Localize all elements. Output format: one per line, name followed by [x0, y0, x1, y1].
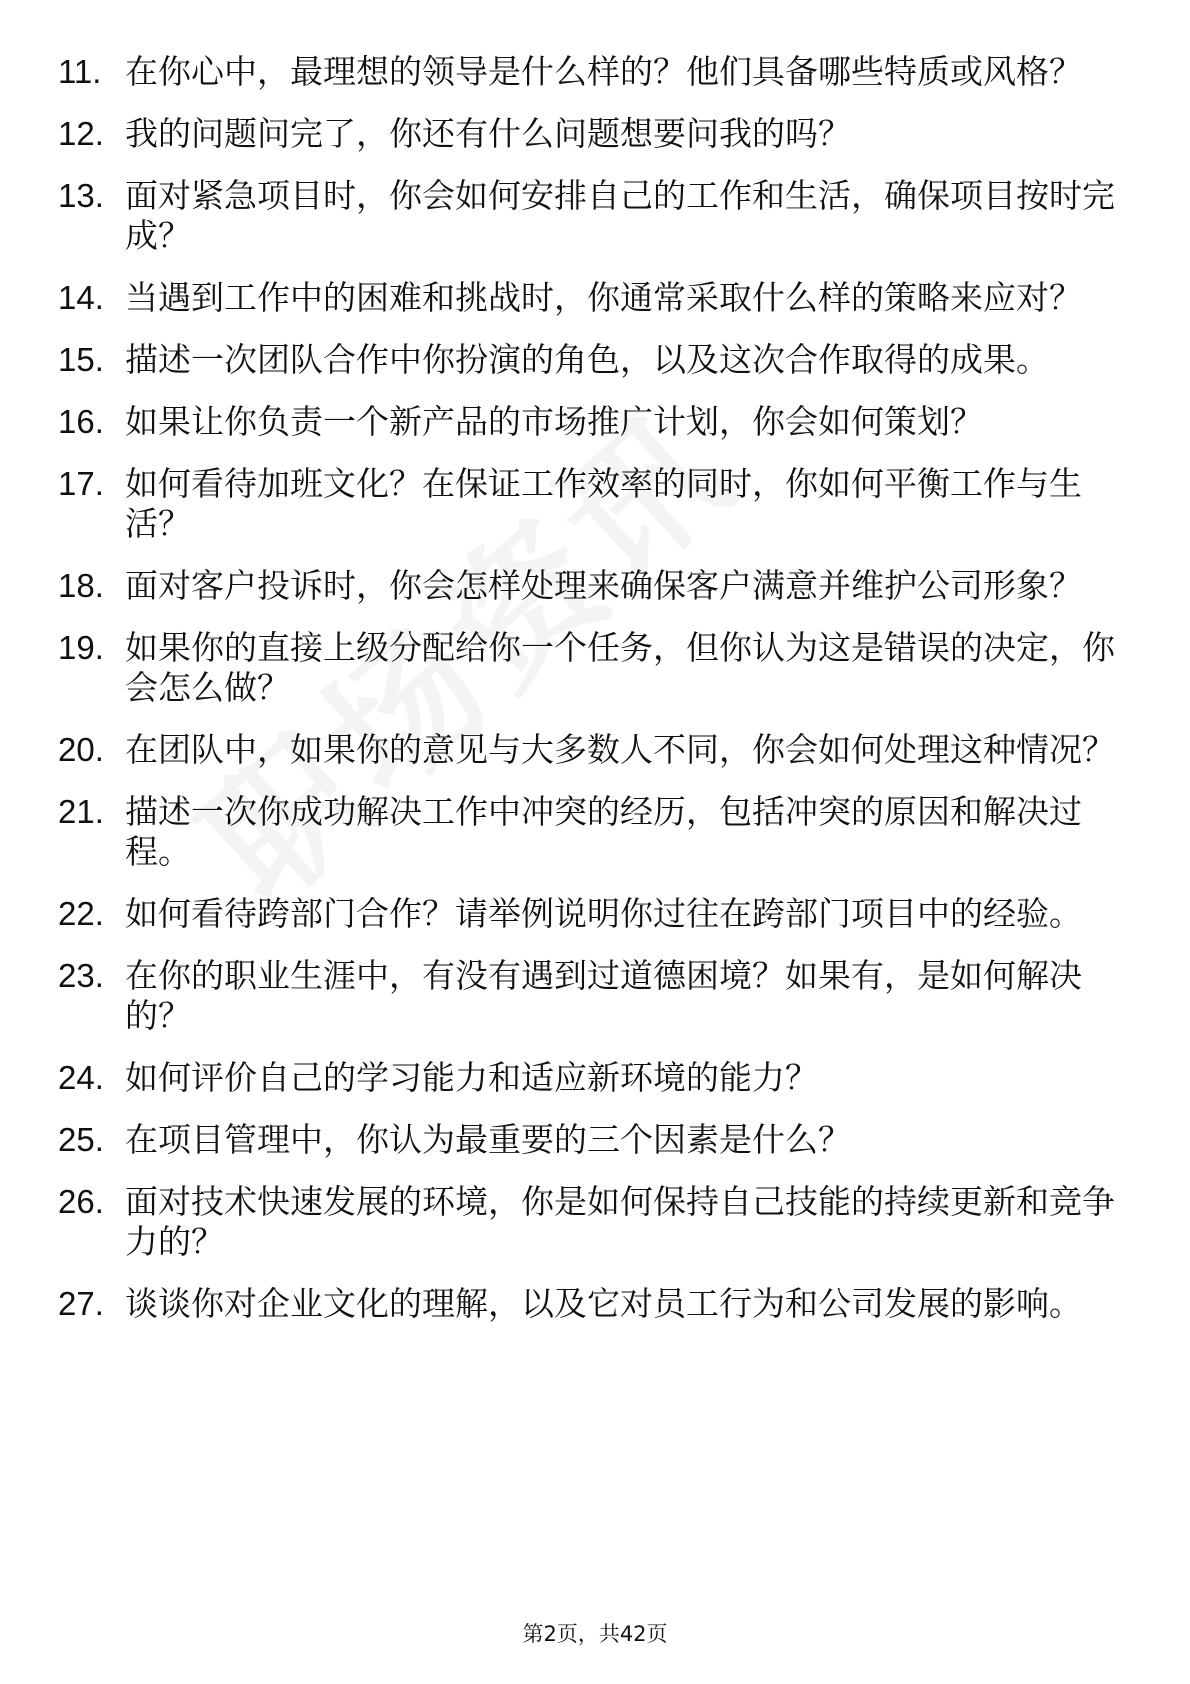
list-item: [58, 1182, 1138, 1262]
item-number: 27.: [58, 1285, 104, 1322]
item-number: 15.: [58, 341, 104, 378]
list-item: [58, 1284, 1138, 1324]
item-text: 面对客户投诉时，你会怎样处理来确保客户满意并维护公司形象？: [125, 566, 1082, 605]
item-number: 11.: [58, 53, 102, 90]
item-number: 25.: [58, 1121, 104, 1158]
item-number: 23.: [58, 957, 104, 994]
item-text: 当遇到工作中的困难和挑战时，你通常采取什么样的策略来应对？: [125, 278, 1082, 317]
item-text: 如何看待加班文化？在保证工作效率的同时，你如何平衡工作与生活？: [125, 464, 1082, 543]
item-number: 24.: [58, 1059, 104, 1096]
list-item: [58, 792, 1138, 872]
item-number: 13.: [58, 177, 104, 214]
item-number: 26.: [58, 1183, 104, 1220]
list-item: [58, 730, 1138, 770]
item-number: 16.: [58, 403, 104, 440]
list-item: [58, 1120, 1138, 1160]
item-number: 12.: [58, 115, 104, 152]
item-text: 如果让你负责一个新产品的市场推广计划，你会如何策划？: [125, 402, 983, 441]
page-footer: 第2页，共42页: [522, 1622, 668, 1646]
item-text: 在你心中，最理想的领导是什么样的？他们具备哪些特质或风格？: [125, 52, 1082, 91]
item-text: 如何看待跨部门合作？请举例说明你过往在跨部门项目中的经验。: [125, 894, 1082, 933]
item-text: 面对技术快速发展的环境，你是如何保持自己技能的持续更新和竞争力的？: [125, 1182, 1115, 1261]
list-item: [58, 52, 1138, 92]
list-item: [58, 464, 1138, 544]
item-text: 谈谈你对企业文化的理解，以及它对员工行为和公司发展的影响。: [125, 1284, 1082, 1323]
list-item: [58, 566, 1138, 606]
list-item: [58, 176, 1138, 256]
item-number: 19.: [58, 629, 104, 666]
item-number: 21.: [58, 793, 104, 830]
item-text: 在你的职业生涯中，有没有遇到过道德困境？如果有，是如何解决的？: [125, 956, 1082, 1035]
list-item: [58, 340, 1138, 380]
question-list: [58, 52, 1138, 1346]
item-text: 面对紧急项目时，你会如何安排自己的工作和生活，确保项目按时完成？: [125, 176, 1115, 255]
list-item: [58, 956, 1138, 1036]
item-text: 我的问题问完了，你还有什么问题想要问我的吗？: [125, 114, 851, 153]
item-text: 如何评价自己的学习能力和适应新环境的能力？: [125, 1058, 818, 1097]
list-item: [58, 278, 1138, 318]
item-number: 22.: [58, 895, 104, 932]
list-item: [58, 628, 1138, 708]
item-number: 20.: [58, 731, 104, 768]
item-text: 在项目管理中，你认为最重要的三个因素是什么？: [125, 1120, 851, 1159]
list-item: [58, 402, 1138, 442]
list-item: [58, 1058, 1138, 1098]
list-item: [58, 894, 1138, 934]
item-text: 如果你的直接上级分配给你一个任务，但你认为这是错误的决定，你会怎么做？: [125, 628, 1115, 707]
item-number: 14.: [58, 279, 104, 316]
item-number: 17.: [58, 465, 104, 502]
item-text: 描述一次团队合作中你扮演的角色，以及这次合作取得的成果。: [125, 340, 1049, 379]
list-item: [58, 114, 1138, 154]
item-text: 描述一次你成功解决工作中冲突的经历，包括冲突的原因和解决过程。: [125, 792, 1082, 871]
item-number: 18.: [58, 567, 104, 604]
item-text: 在团队中，如果你的意见与大多数人不同，你会如何处理这种情况？: [125, 730, 1115, 769]
